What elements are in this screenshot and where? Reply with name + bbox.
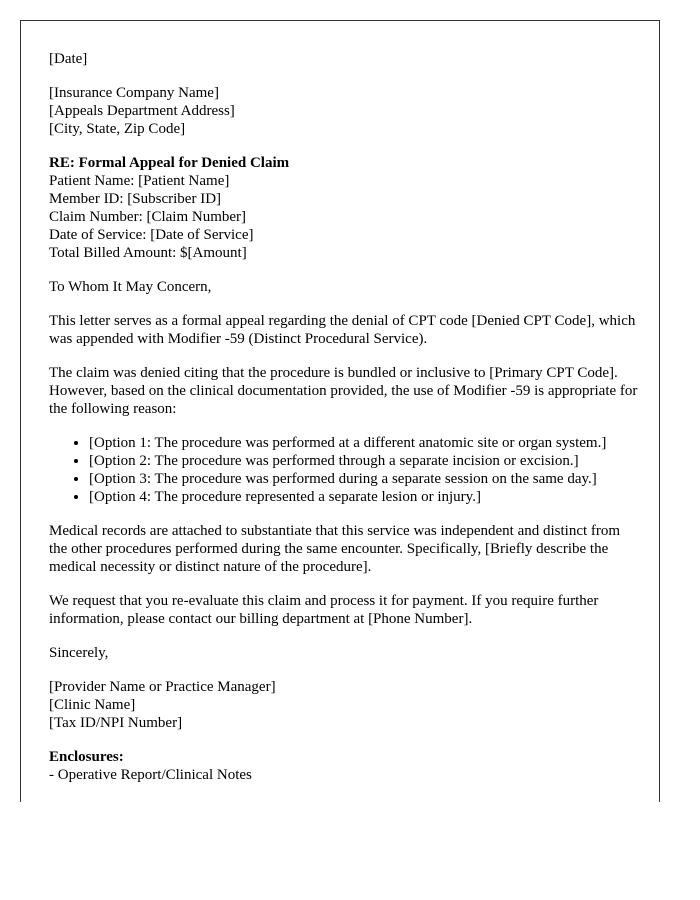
paragraph-records: Medical records are attached to substantiate that this service was independent and distinct from the other procedures performed during the same encounter. Specifically, [Briefly describe the medical necessity or distinct nature of the procedure].: [49, 523, 621, 575]
closing: Sincerely,: [49, 645, 109, 661]
member-id: Member ID: [Subscriber ID]: [49, 191, 222, 207]
enclosures-block: [49, 748, 639, 784]
recipient-department: [Appeals Department Address]: [49, 103, 235, 119]
salutation: To Whom It May Concern,: [49, 279, 212, 295]
signature-block: [49, 678, 639, 732]
paragraph-denial: The claim was denied citing that the procedure is bundled or inclusive to [Primary CPT Code]. However, based on the clinical documentation provided, the use of Modifier -59 is appropriate for the following reason:: [49, 365, 638, 417]
list-item: • [Option 2: The procedure was performed through a separate incision or excision.]: [89, 452, 639, 470]
paragraph-intro: This letter serves as a formal appeal regarding the denial of CPT code [Denied CPT Code], which was appended with Modifier -59 (Distinct Procedural Service).: [49, 313, 636, 347]
re-heading: RE: Formal Appeal for Denied Claim: [49, 155, 290, 171]
paragraph-request: We request that you re-evaluate this claim and process it for payment. If you require further information, please contact our billing department at [Phone Number].: [49, 593, 599, 627]
enclosures-heading: Enclosures:: [49, 749, 124, 765]
recipient-name: [Insurance Company Name]: [49, 85, 219, 101]
date: [Date]: [49, 51, 88, 67]
enclosure-item: - Operative Report/Clinical Notes: [49, 767, 252, 783]
provider-name: [Provider Name or Practice Manager]: [49, 679, 276, 695]
patient-name: Patient Name: [Patient Name]: [49, 173, 230, 189]
re-block: [49, 154, 639, 262]
options-list: [49, 434, 639, 506]
recipient-address: [49, 84, 639, 138]
letter-content: [49, 50, 639, 800]
claim-number: Claim Number: [Claim Number]: [49, 209, 247, 225]
recipient-city: [City, State, Zip Code]: [49, 121, 186, 137]
tax-id: [Tax ID/NPI Number]: [49, 715, 183, 731]
list-item: • [Option 1: The procedure was performed at a different anatomic site or organ system.]: [89, 434, 639, 452]
total-billed: Total Billed Amount: $[Amount]: [49, 245, 247, 261]
clinic-name: [Clinic Name]: [49, 697, 136, 713]
date-of-service: Date of Service: [Date of Service]: [49, 227, 254, 243]
letter-page: [20, 20, 660, 802]
list-item: • [Option 4: The procedure represented a separate lesion or injury.]: [89, 488, 639, 506]
list-item: • [Option 3: The procedure was performed during a separate session on the same day.]: [89, 470, 639, 488]
